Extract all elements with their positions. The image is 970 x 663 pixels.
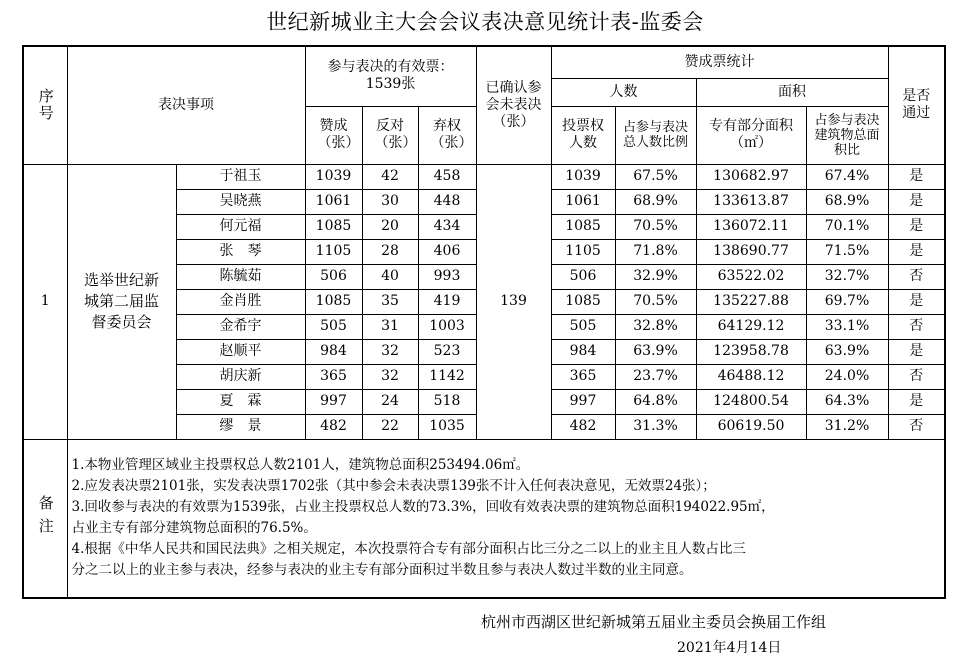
area-ratio: 67.4% bbox=[806, 164, 888, 189]
abstain-count: 518 bbox=[418, 389, 476, 414]
header-private-area: 专有部分面积（㎡） bbox=[696, 106, 806, 164]
private-area: 64129.12 bbox=[696, 314, 806, 339]
vote-rights: 1085 bbox=[551, 289, 615, 314]
notes-section bbox=[23, 439, 945, 598]
group-absent: 139 bbox=[476, 164, 551, 439]
area-ratio: 63.9% bbox=[806, 339, 888, 364]
vote-rights: 1085 bbox=[551, 214, 615, 239]
area-ratio: 68.9% bbox=[806, 189, 888, 214]
area-ratio: 69.7% bbox=[806, 289, 888, 314]
header-seq: 序号 bbox=[23, 46, 67, 164]
note-line: 2.应发表决票2101张，实发表决票1702张（其中参会未表决票139张不计入任何表决意见，无效票24张）； bbox=[71, 478, 716, 495]
area-ratio: 71.5% bbox=[806, 239, 888, 264]
header-no: 反对（张） bbox=[362, 106, 418, 164]
vote-rights: 505 bbox=[551, 314, 615, 339]
people-ratio: 23.7% bbox=[615, 364, 696, 389]
yes-count: 365 bbox=[305, 364, 362, 389]
notes-label: 备注 bbox=[23, 439, 67, 598]
header-passed: 是否通过 bbox=[888, 46, 945, 164]
yes-count: 1085 bbox=[305, 289, 362, 314]
people-ratio: 70.5% bbox=[615, 214, 696, 239]
header-valid-votes-label: 参与表决的有效票： bbox=[327, 59, 454, 76]
note-line: 1.本物业管理区域业主投票权总人数2101人，建筑物总面积253494.06㎡。 bbox=[71, 457, 530, 474]
passed: 是 bbox=[888, 189, 945, 214]
yes-count: 1105 bbox=[305, 239, 362, 264]
people-ratio: 71.8% bbox=[615, 239, 696, 264]
header-people-ratio: 占参与表决总人数比例 bbox=[615, 106, 696, 164]
people-ratio: 68.9% bbox=[615, 189, 696, 214]
abstain-count: 458 bbox=[418, 164, 476, 189]
header-item: 表决事项 bbox=[67, 46, 305, 164]
abstain-count: 1035 bbox=[418, 414, 476, 439]
candidate-name: 金肖胜 bbox=[176, 289, 305, 314]
note-line: 4.根据《中华人民共和国民法典》之相关规定，本次投票符合专有部分面积占比三分之二以上的业主且人数占比三 bbox=[71, 541, 746, 558]
private-area: 136072.11 bbox=[696, 214, 806, 239]
no-count: 31 bbox=[362, 314, 418, 339]
private-area: 138690.77 bbox=[696, 239, 806, 264]
vote-rights: 1105 bbox=[551, 239, 615, 264]
yes-count: 505 bbox=[305, 314, 362, 339]
note-line: 分之二以上的业主参与表决，经参与表决的业主专有部分面积过半数且参与表决人数过半数的业主同意。 bbox=[71, 562, 693, 579]
no-count: 42 bbox=[362, 164, 418, 189]
no-count: 32 bbox=[362, 364, 418, 389]
passed: 否 bbox=[888, 264, 945, 289]
candidate-name: 于祖玉 bbox=[176, 164, 305, 189]
footer-organization: 杭州市西湖区世纪新城第五届业主委员会换届工作组 bbox=[481, 613, 827, 631]
note-line: 占业主专有部分建筑物总面积的76.5%。 bbox=[71, 520, 317, 537]
header-area: 面积 bbox=[696, 78, 888, 106]
passed: 是 bbox=[888, 339, 945, 364]
header-abstain: 弃权（张） bbox=[418, 106, 476, 164]
area-ratio: 24.0% bbox=[806, 364, 888, 389]
notes-content bbox=[67, 439, 945, 598]
no-count: 35 bbox=[362, 289, 418, 314]
vote-rights: 482 bbox=[551, 414, 615, 439]
passed: 是 bbox=[888, 164, 945, 189]
candidate-name: 吴晓燕 bbox=[176, 189, 305, 214]
candidate-name: 张 琴 bbox=[176, 239, 305, 264]
people-ratio: 63.9% bbox=[615, 339, 696, 364]
area-ratio: 31.2% bbox=[806, 414, 888, 439]
abstain-count: 1003 bbox=[418, 314, 476, 339]
footer-date: 2021年4月14日 bbox=[677, 640, 782, 656]
area-ratio: 64.3% bbox=[806, 389, 888, 414]
header-vote-rights: 投票权人数 bbox=[551, 106, 615, 164]
abstain-count: 419 bbox=[418, 289, 476, 314]
yes-count: 506 bbox=[305, 264, 362, 289]
yes-count: 1039 bbox=[305, 164, 362, 189]
no-count: 24 bbox=[362, 389, 418, 414]
header-area-ratio: 占参与表决建筑物总面积比 bbox=[806, 106, 888, 164]
yes-count: 1085 bbox=[305, 214, 362, 239]
private-area: 130682.97 bbox=[696, 164, 806, 189]
yes-count: 482 bbox=[305, 414, 362, 439]
vote-rights: 1039 bbox=[551, 164, 615, 189]
abstain-count: 993 bbox=[418, 264, 476, 289]
passed: 否 bbox=[888, 314, 945, 339]
group-seq: 1 bbox=[23, 164, 67, 439]
candidate-name: 赵顺平 bbox=[176, 339, 305, 364]
private-area: 46488.12 bbox=[696, 364, 806, 389]
people-ratio: 32.8% bbox=[615, 314, 696, 339]
vote-rights: 984 bbox=[551, 339, 615, 364]
abstain-count: 434 bbox=[418, 214, 476, 239]
area-ratio: 70.1% bbox=[806, 214, 888, 239]
passed: 是 bbox=[888, 389, 945, 414]
vote-rights: 506 bbox=[551, 264, 615, 289]
area-ratio: 32.7% bbox=[806, 264, 888, 289]
passed: 是 bbox=[888, 214, 945, 239]
private-area: 60619.50 bbox=[696, 414, 806, 439]
abstain-count: 523 bbox=[418, 339, 476, 364]
no-count: 30 bbox=[362, 189, 418, 214]
private-area: 133613.87 bbox=[696, 189, 806, 214]
area-ratio: 33.1% bbox=[806, 314, 888, 339]
header-valid-votes-count: 1539张 bbox=[365, 76, 416, 93]
table-body bbox=[23, 164, 945, 439]
candidate-name: 金希宇 bbox=[176, 314, 305, 339]
passed: 否 bbox=[888, 364, 945, 389]
vote-rights: 365 bbox=[551, 364, 615, 389]
people-ratio: 70.5% bbox=[615, 289, 696, 314]
abstain-count: 1142 bbox=[418, 364, 476, 389]
private-area: 123958.78 bbox=[696, 339, 806, 364]
yes-count: 1061 bbox=[305, 189, 362, 214]
group-item: 选举世纪新城第二届监督委员会 bbox=[67, 164, 176, 439]
no-count: 28 bbox=[362, 239, 418, 264]
vote-rights: 997 bbox=[551, 389, 615, 414]
abstain-count: 406 bbox=[418, 239, 476, 264]
header-confirmed-absent: 已确认参会未表决（张） bbox=[476, 46, 551, 164]
candidate-name: 胡庆新 bbox=[176, 364, 305, 389]
people-ratio: 32.9% bbox=[615, 264, 696, 289]
abstain-count: 448 bbox=[418, 189, 476, 214]
passed: 是 bbox=[888, 239, 945, 264]
candidate-name: 缪 景 bbox=[176, 414, 305, 439]
header-yes-stats: 赞成票统计 bbox=[551, 46, 888, 78]
passed: 否 bbox=[888, 414, 945, 439]
no-count: 40 bbox=[362, 264, 418, 289]
yes-count: 997 bbox=[305, 389, 362, 414]
private-area: 63522.02 bbox=[696, 264, 806, 289]
header-people: 人数 bbox=[551, 78, 696, 106]
private-area: 135227.88 bbox=[696, 289, 806, 314]
candidate-name: 陈毓茹 bbox=[176, 264, 305, 289]
no-count: 32 bbox=[362, 339, 418, 364]
passed: 是 bbox=[888, 289, 945, 314]
page-title: 世纪新城业主大会会议表决意见统计表-监委会 bbox=[266, 10, 704, 34]
yes-count: 984 bbox=[305, 339, 362, 364]
table-header bbox=[23, 46, 945, 164]
vote-rights: 1061 bbox=[551, 189, 615, 214]
no-count: 20 bbox=[362, 214, 418, 239]
header-valid-votes bbox=[305, 46, 476, 106]
people-ratio: 31.3% bbox=[615, 414, 696, 439]
note-line: 3.回收参与表决的有效票为1539张，占业主投票权总人数的73.3%，回收有效表决票的建筑物总面积194022.95㎡， bbox=[71, 499, 775, 516]
table-row bbox=[23, 164, 945, 189]
vote-statistics-table bbox=[22, 45, 946, 599]
people-ratio: 64.8% bbox=[615, 389, 696, 414]
no-count: 22 bbox=[362, 414, 418, 439]
candidate-name: 何元福 bbox=[176, 214, 305, 239]
private-area: 124800.54 bbox=[696, 389, 806, 414]
candidate-name: 夏 霖 bbox=[176, 389, 305, 414]
header-yes: 赞成（张） bbox=[305, 106, 362, 164]
people-ratio: 67.5% bbox=[615, 164, 696, 189]
